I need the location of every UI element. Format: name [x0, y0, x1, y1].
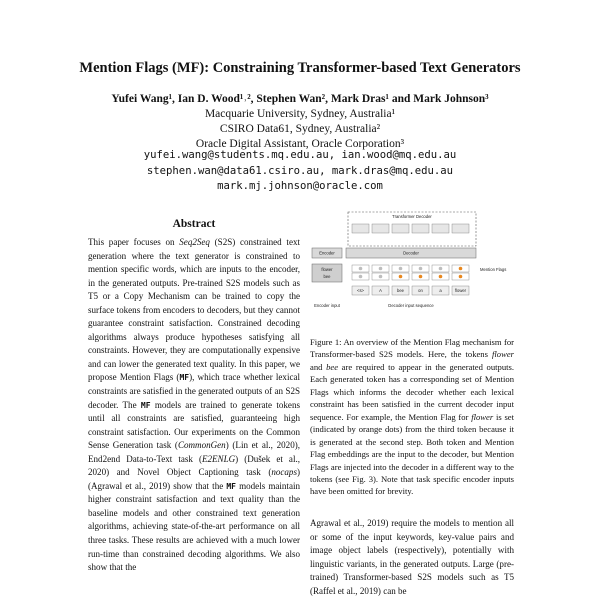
email-block	[0, 148, 600, 195]
row-label-flower: flower	[321, 267, 333, 272]
flag-dot-unset	[379, 275, 383, 279]
flag-dot-set	[419, 275, 423, 279]
author-names: Yufei Wang¹, Ian D. Wood¹˒², Stephen Wan², Mark Dras¹ and Mark Johnson³	[111, 93, 489, 105]
flag-dot-unset	[439, 267, 443, 271]
mention-flag-grid	[352, 265, 469, 280]
row-label-bee: bee	[323, 274, 331, 279]
mention-flags-label: Mention Flags	[480, 267, 507, 272]
flag-dot-set	[459, 275, 463, 279]
email-line-2: stephen.wan@data61.csiro.au, mark.dras@mq.edu.au	[146, 164, 454, 177]
figure-1-diagram	[310, 210, 514, 322]
flag-dot-unset	[359, 267, 363, 271]
decoder-token: a	[439, 288, 442, 293]
output-token-boxes	[352, 224, 469, 233]
decoder-token: flower	[454, 288, 467, 293]
abstract-body: This paper focuses on Seq2Seq (S2S) constrained text generation where the text generator is constrained to mention specific words, which are inputs to the encoder, in the generated outputs. Pre-trained S2S models such as T5 or a Copy Mechanism can be trained to copy the surface tokens from encoders to decoders, but they cannot guarantee constraint satisfaction. Constrained decoding algorithms always produce hypotheses satisfying all constraints. However, they are computationally expensive and can lower the generated text quality. In this paper, we propose Mention Flags (MF), which trace whether lexical constraints are satisfied in the generated outputs of an S2S decoder. The MF models are trained to generate tokens until all constraints are satisfied, guaranteeing high constraint satisfaction. Our experiments on the Common Sense Generation task (CommonGen) (Lin et al., 2020), End2end Data-to-Text task (E2ENLG) (Dušek et al., 2020) and Novel Object Captioning task (nocaps) (Agrawal et al., 2019) show that the MF models maintain higher constraint satisfaction and text quality than the baseline models and other constrained text generation algorithms, achieving state-of-the-art performance on all three tasks. These results are achieved with a much lower run-time than constrained decoding algorithms. We also show that the	[88, 237, 301, 573]
flag-dot-unset	[359, 275, 363, 279]
flag-dot-unset	[399, 267, 403, 271]
decoder-label: Decoder	[403, 250, 419, 256]
decoder-token: on	[418, 288, 423, 293]
right-column-body: Agrawal et al., 2019) require the models to mention all or some of the input keywords, key-value pairs and image object labels (respectively), potentially with linguistic variants, in the generated outputs. Large (pre-trained) Transformer-based S2S models such as T5 (Raffel et al., 2019) can be	[310, 518, 514, 596]
decoder-token: <s>	[357, 288, 364, 293]
flag-dot-unset	[379, 267, 383, 271]
decoder-token: bee	[397, 288, 404, 293]
abstract-heading: Abstract	[172, 218, 216, 230]
decoder-token: A	[379, 288, 382, 293]
encoder-label: Encoder	[319, 250, 335, 256]
flag-dot-set	[399, 275, 403, 279]
decoder-token-row	[352, 286, 469, 295]
paper-title: Mention Flags (MF): Constraining Transformer-based Text Generators	[79, 60, 521, 76]
flag-dot-set	[439, 275, 443, 279]
author-block	[0, 92, 600, 152]
figure-top-label: Transformer Decoder	[392, 214, 432, 219]
affiliation-1: Macquarie University, Sydney, Australia¹	[204, 108, 396, 120]
flag-dot-set	[459, 267, 463, 271]
flag-dot-unset	[419, 267, 423, 271]
email-line-3: mark.mj.johnson@oracle.com	[217, 180, 383, 192]
affiliation-2: CSIRO Data61, Sydney, Australia²	[219, 123, 381, 135]
encoder-input-label: Encoder input	[314, 303, 340, 308]
decoder-input-label: Decoder input sequence	[388, 303, 434, 308]
affiliation-3: Oracle Digital Assistant, Oracle Corporation³	[195, 138, 405, 150]
email-line-1: yufei.wang@students.mq.edu.au, ian.wood@mq.edu.au	[143, 149, 457, 161]
figure-1-caption: Figure 1: An overview of the Mention Flag mechanism for Transformer-based S2S models. Here, the tokens flower and bee are required to appear in the generated outputs. Each generated token has a corresponding set of Mention Flags which informs the decoder whether each lexical constraint has been satisfied in the current decoder input sequence. For example, the Mention Flag for flower is set (indicated by orange dots) from the third token because it is generated at the second step. Both token and Mention Flag embeddings are the input to the decoder, but Mention Flags are injected into the decoder in a different way to the tokens (see Fig. 3). Note that task specific encoder inputs have been omitted for brevity.	[310, 337, 515, 497]
